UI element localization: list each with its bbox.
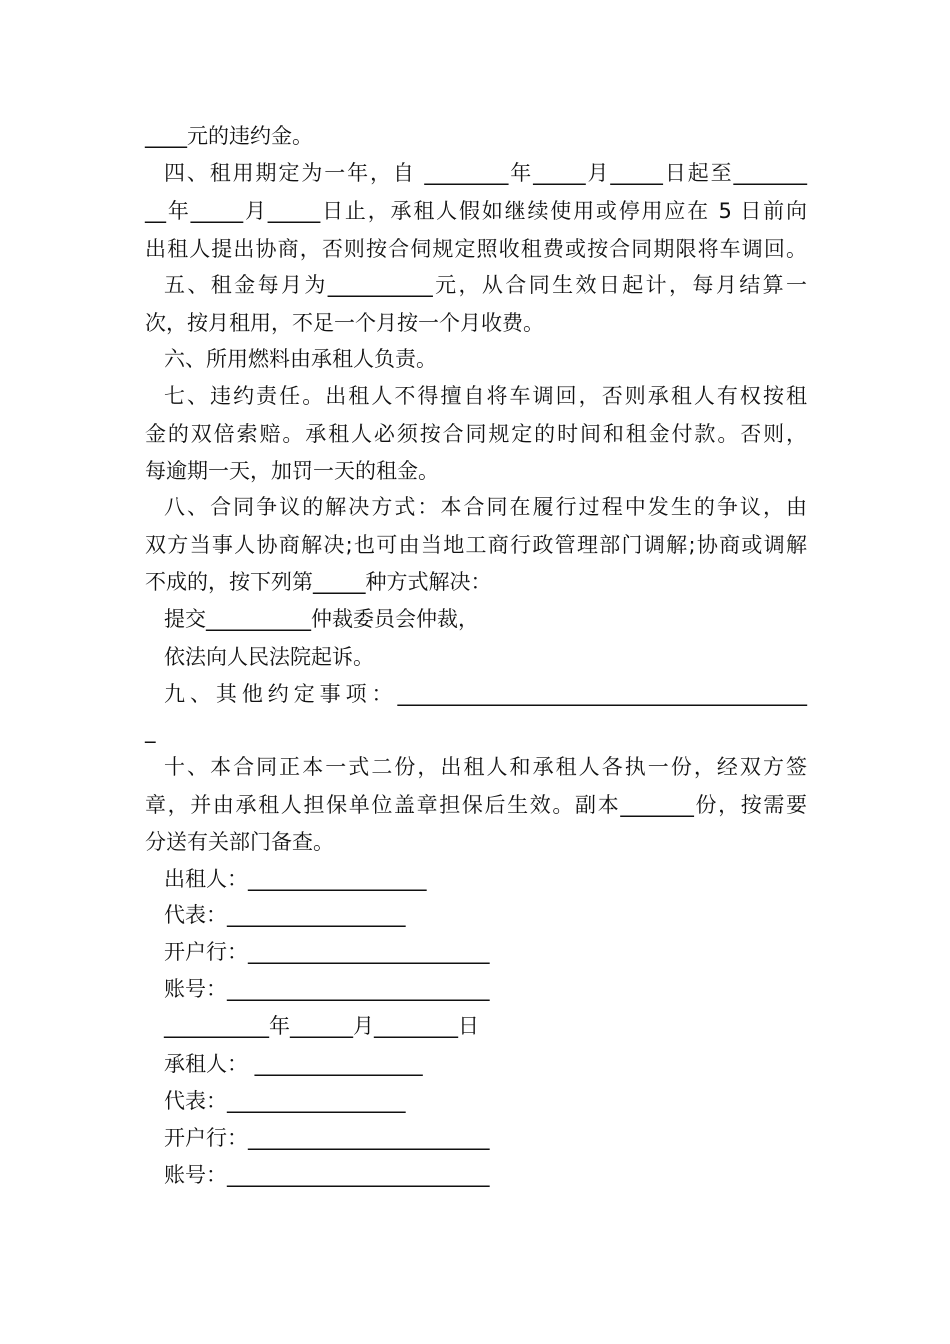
lessee-bank-line: 开户行：_______________________	[164, 1126, 490, 1150]
text-line-clause-6: 六、所用燃料由承租人负责。	[164, 347, 437, 371]
text-line-clause-4-c: 出租人提出协商，否则按合伺规定照收租费或按合同期限将车调回。	[145, 237, 807, 261]
text-line-clause-7-a: 七、违约责任。出租人不得擅自将车调回，否则承租人有权按租	[164, 384, 807, 408]
lessor-bank-line: 开户行：_______________________	[164, 940, 490, 964]
text-line-clause-10-c: 分送有关部门备查。	[145, 830, 334, 854]
text-line-clause-9-continued: _	[145, 719, 156, 743]
text-line-clause-9: 九、其他约定事项：_______________________________________	[164, 682, 807, 706]
text-line-clause-4-a: 四、租用期定为一年，自 ________年_____月_____日起至_______	[164, 161, 807, 185]
text-line-arbitration-option: 提交__________仲裁委员会仲裁，	[164, 607, 479, 631]
date-line: __________年______月________日	[164, 1014, 479, 1038]
text-line-clause-10-a: 十、本合同正本一式二份，出租人和承租人各执一份，经双方签	[164, 755, 807, 779]
lessor-signature-line: 出租人：_________________	[164, 867, 427, 891]
text-line-clause-4-b: __年_____月_____日止，承租人假如继续使用或停用应在 5 日前向	[145, 199, 807, 223]
text-line-clause-10-b: 章，并由承租人担保单位盖章担保后生效。副本_______份，按需要	[145, 793, 807, 817]
lessee-signature-line: 承租人： ________________	[164, 1052, 423, 1076]
text-line-clause-5-b: 次，按月租用，不足一个月按一个月收费。	[145, 311, 544, 335]
text-line-penalty-amount: ____元的违约金。	[145, 124, 313, 148]
text-line-clause-5-a: 五、租金每月为__________元，从合同生效日起计，每月结算一	[164, 273, 807, 297]
text-line-clause-8-b: 双方当事人协商解决;也可由当地工商行政管理部门调解;协商或调解	[145, 533, 807, 557]
text-line-court-option: 依法向人民法院起诉。	[164, 645, 374, 669]
text-line-clause-8-a: 八、合同争议的解决方式：本合同在履行过程中发生的争议，由	[164, 495, 807, 519]
lessee-account-line: 账号：_________________________	[164, 1163, 490, 1187]
lessee-representative-line: 代表：_________________	[164, 1089, 406, 1113]
lessor-account-line: 账号：_________________________	[164, 977, 490, 1001]
text-line-clause-7-c: 每逾期一天，加罚一天的租金。	[145, 459, 439, 483]
text-line-clause-8-c: 不成的，按下列第_____种方式解决：	[145, 570, 492, 594]
text-line-clause-7-b: 金的双倍索赔。承租人必须按合同规定的时间和租金付款。否则，	[145, 422, 807, 446]
lessor-representative-line: 代表：_________________	[164, 903, 406, 927]
